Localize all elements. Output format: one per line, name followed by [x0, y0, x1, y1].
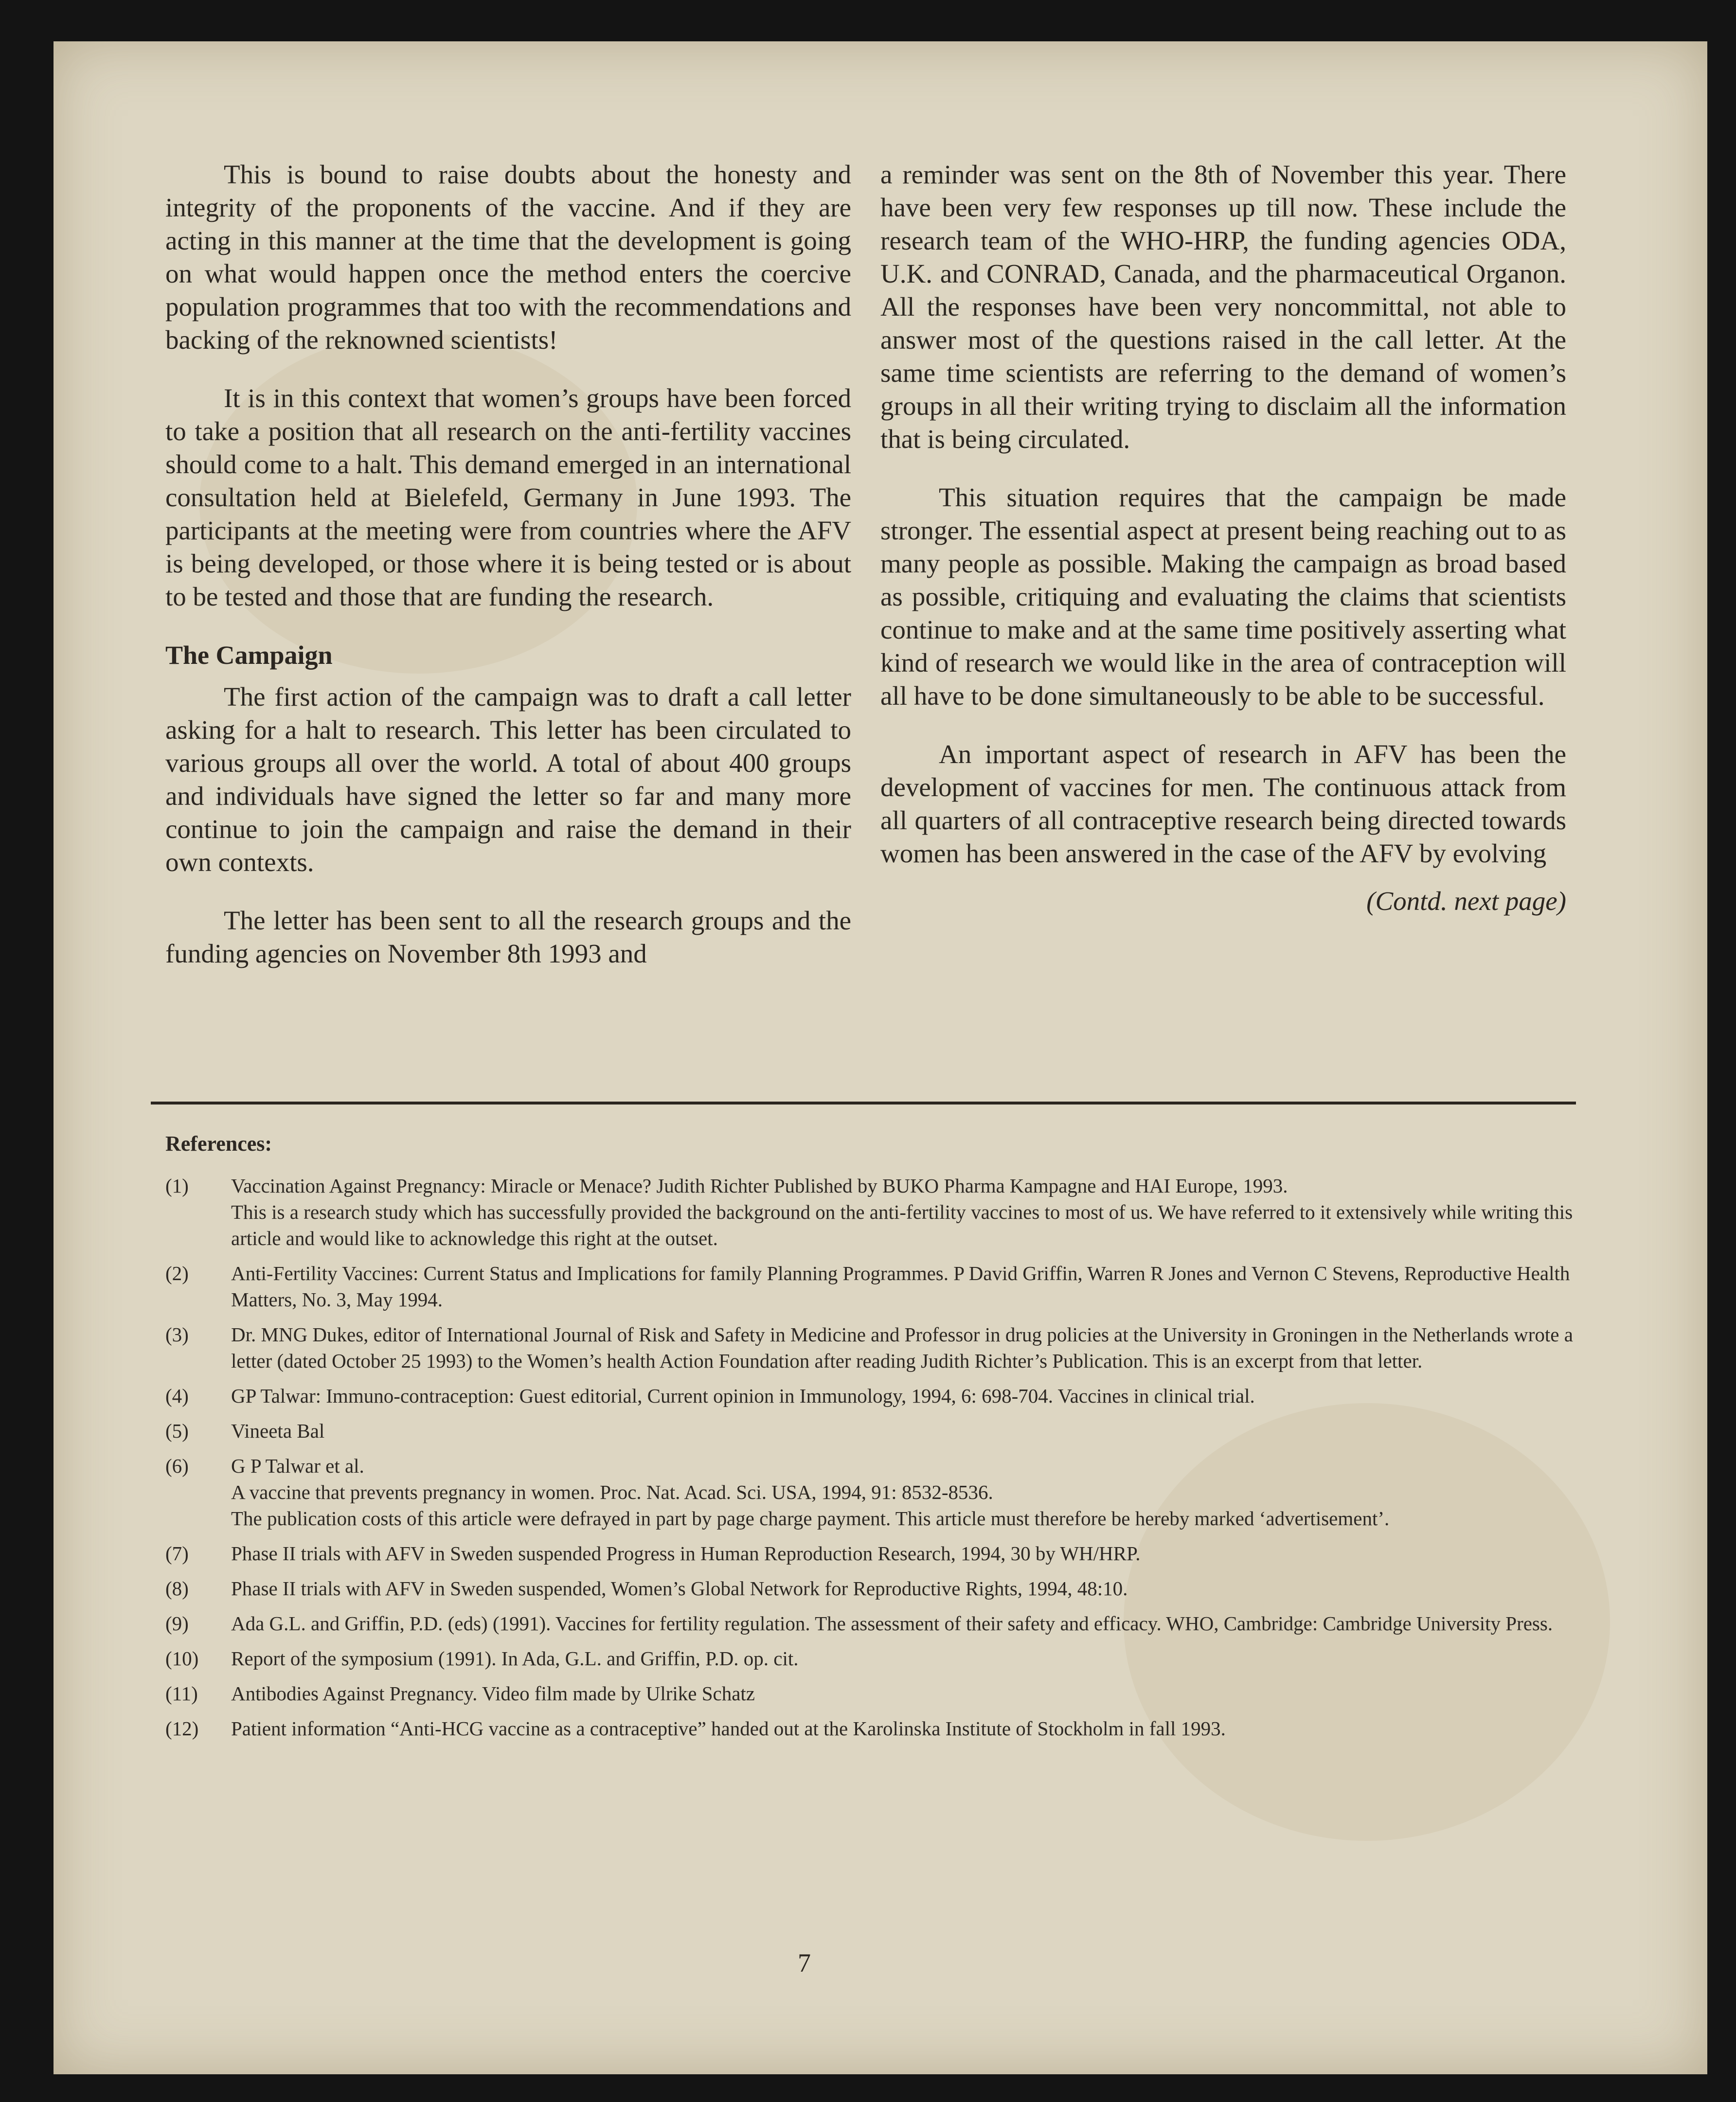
reference-text: Anti-Fertility Vaccines: Current Status and Implications for family Planning Programmes. P David Griffin, Warren R Jones and Vernon C Stevens, Reproductive Health Matters, No. 3, May 1994.: [231, 1262, 1570, 1311]
right-paragraph-1: a reminder was sent on the 8th of November this year. There have been very few responses up till now. These include the research team of the WHO-HRP, the funding agencies ODA, U.K. and CONRAD, Canada, and the pharmaceutical Organon. All the responses have been very noncommittal, not able to answer most of the questions raised in the call letter. At the same time scientists are referring to the demand of women’s groups in all their writing trying to disclaim all the information that is being circulated.: [880, 160, 1566, 454]
reference-text: G P Talwar et al.: [231, 1455, 364, 1477]
reference-text: Vaccination Against Pregnancy: Miracle or Menace? Judith Richter Published by BUKO Pharma Kampagne and HAI Europe, 1993.: [231, 1175, 1288, 1197]
reference-number: (6): [165, 1455, 189, 1477]
reference-number: (5): [165, 1420, 189, 1442]
right-paragraph-2: This situation requires that the campaign be made stronger. The essential aspect at present being reaching out to as many people as possible. Making the campaign as broad based as possible, critiquing and evaluating the claims that scientists continue to make and at the same time positively asserting what kind of research we would like in the area of contraception will all have to be done simultaneously to be able to be successful.: [880, 482, 1566, 711]
reference-text: Ada G.L. and Griffin, P.D. (eds) (1991). Vaccines for fertility regulation. The assessment of their safety and efficacy. WHO, Cambridge: Cambridge University Press.: [231, 1612, 1553, 1635]
reference-number: (1): [165, 1175, 189, 1197]
reference-text: Phase II trials with AFV in Sweden suspended Progress in Human Reproduction Research, 1994, 30 by WH/HRP.: [231, 1542, 1141, 1565]
reference-note: A vaccine that prevents pregnancy in women. Proc. Nat. Acad. Sci. USA, 1994, 91: 8532-8536.: [231, 1481, 993, 1503]
references-title: References:: [165, 1132, 272, 1156]
reference-number: (7): [165, 1542, 189, 1565]
reference-item: [165, 1321, 1576, 1374]
reference-item: [165, 1540, 1576, 1567]
reference-number: (11): [165, 1682, 198, 1705]
reference-item: [165, 1383, 1576, 1409]
magazine-page: [54, 41, 1707, 2074]
reference-item: [165, 1575, 1576, 1602]
reference-item: [165, 1680, 1576, 1707]
reference-text: GP Talwar: Immuno-contraception: Guest editorial, Current opinion in Immunology, 1994, 6: 698-704. Vaccines in clinical trial.: [231, 1385, 1255, 1407]
reference-number: (3): [165, 1323, 189, 1346]
reference-note: This is a research study which has successfully provided the background on the anti-fertility vaccines to most of us. We have referred to it extensively while writing this article and would like to acknowledge this right at the outset.: [231, 1201, 1573, 1249]
right-column: [880, 158, 1566, 918]
reference-item: [165, 1260, 1576, 1313]
reference-text: Report of the symposium (1991). In Ada, G.L. and Griffin, P.D. op. cit.: [231, 1647, 799, 1670]
reference-item: [165, 1715, 1576, 1742]
left-paragraph-1: This is bound to raise doubts about the honesty and integrity of the proponents of the vaccine. And if they are acting in this manner at the time that the development is going on what would happen once the method enters the coercive population programmes that too with the recommendations and backing of the reknowned scientists!: [165, 160, 851, 355]
reference-text: Vineeta Bal: [231, 1420, 325, 1442]
references-section: [165, 1131, 1576, 1750]
reference-text: Dr. MNG Dukes, editor of International Journal of Risk and Safety in Medicine and Professor in drug policies at the University in Groningen in the Netherlands wrote a letter (dated October 25 1993) to the Women’s health Action Foundation after reading Judith Richter’s Publication. This is an excerpt from that letter.: [231, 1323, 1573, 1372]
reference-text: Antibodies Against Pregnancy. Video film made by Ulrike Schatz: [231, 1682, 755, 1705]
left-column: [165, 158, 851, 996]
reference-number: (10): [165, 1647, 199, 1670]
reference-number: (4): [165, 1385, 189, 1407]
continued-note: (Contd. next page): [1366, 886, 1566, 916]
section-heading-campaign: The Campaign: [165, 641, 333, 670]
reference-number: (2): [165, 1262, 189, 1284]
reference-item: [165, 1645, 1576, 1672]
page-number: 7: [798, 1948, 811, 1977]
reference-text: Patient information “Anti-HCG vaccine as a contraceptive” handed out at the Karolinska Institute of Stockholm in fall 1993.: [231, 1717, 1226, 1740]
reference-item: [165, 1453, 1576, 1532]
section-divider: [151, 1102, 1576, 1104]
reference-item: [165, 1418, 1576, 1444]
reference-number: (9): [165, 1612, 189, 1635]
right-paragraph-3: An important aspect of research in AFV has been the development of vaccines for men. The continuous attack from all quarters of all contraceptive research being directed towards women has been answered in the case of the AFV by evolving: [880, 739, 1566, 868]
reference-number: (8): [165, 1577, 189, 1600]
campaign-paragraph-1: The first action of the campaign was to draft a call letter asking for a halt to research. This letter has been circulated to various groups all over the world. A total of about 400 groups and individuals have signed the letter so far and many more continue to join the campaign and raise the demand in their own contexts.: [165, 682, 851, 877]
campaign-paragraph-2: The letter has been sent to all the research groups and the funding agencies on November 8th 1993 and: [165, 906, 851, 968]
reference-note: The publication costs of this article were defrayed in part by page charge payment. This article must therefore be hereby marked ‘advertisement’.: [231, 1507, 1390, 1530]
reference-item: [165, 1173, 1576, 1251]
reference-text: Phase II trials with AFV in Sweden suspended, Women’s Global Network for Reproductive Rights, 1994, 48:10.: [231, 1577, 1128, 1600]
reference-item: [165, 1610, 1576, 1637]
left-paragraph-2: It is in this context that women’s groups have been forced to take a position that all research on the anti-fertility vaccines should come to a halt. This demand emerged in an international consultation held at Bielefeld, Germany in June 1993. The participants at the meeting were from countries where the AFV is being developed, or those where it is being tested or is about to be tested and those that are funding the research.: [165, 383, 851, 611]
reference-number: (12): [165, 1717, 199, 1740]
